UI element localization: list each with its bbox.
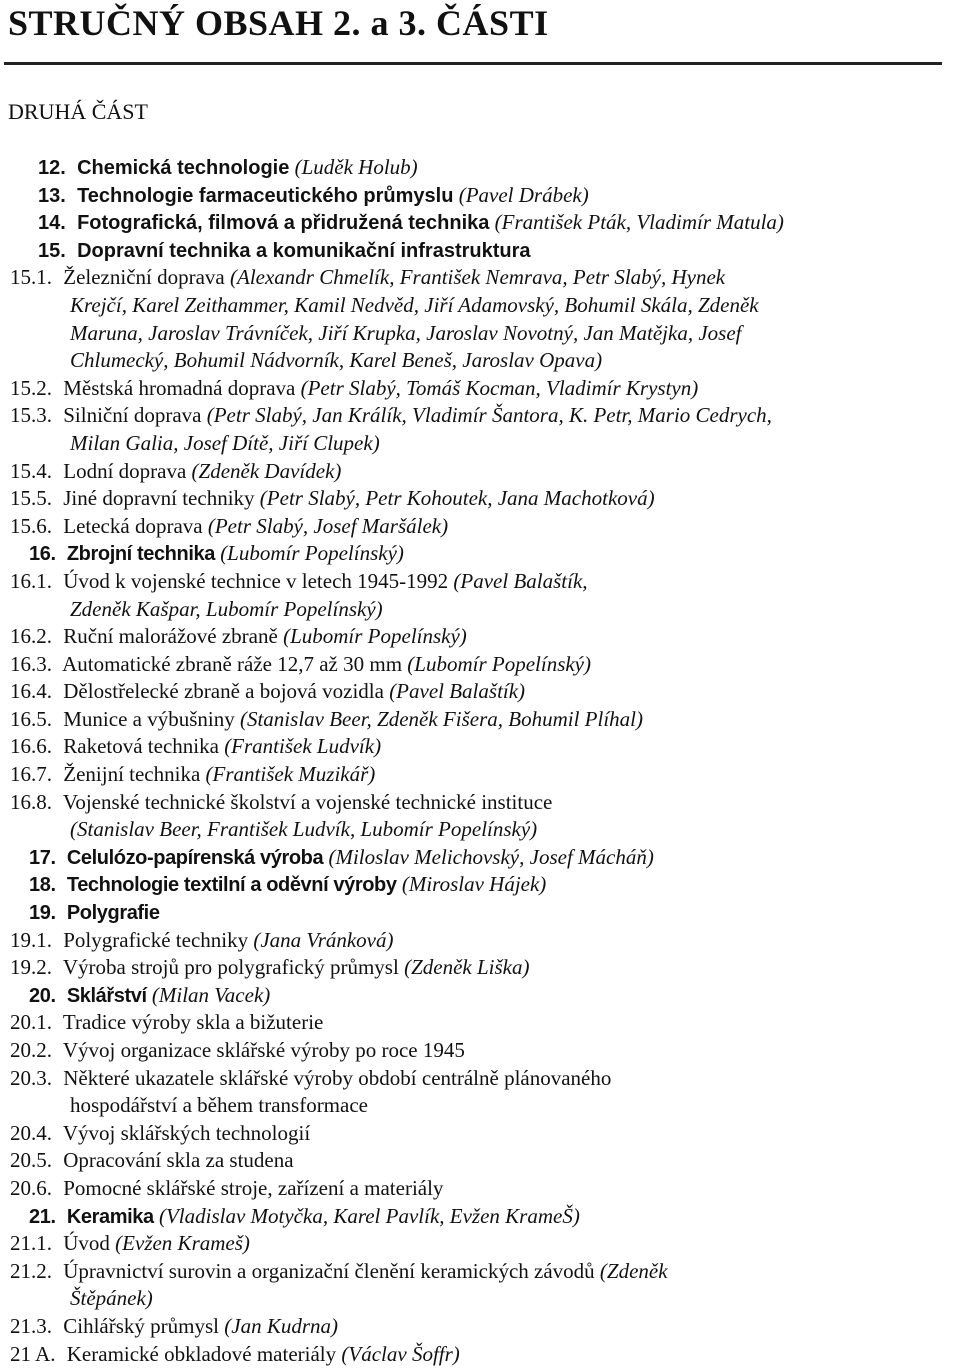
toc-authors: (Milan Vacek) [151,982,271,1007]
toc-number: 21. [29,1205,56,1228]
toc-line [0,154,960,182]
toc-number: 21.1. [10,1231,52,1256]
toc-title: Cihlářský průmysl [63,1313,219,1338]
toc-title: Sklářství [66,984,147,1007]
toc-title: hospodářství a během transformace [70,1093,368,1118]
toc-line [0,1120,960,1148]
toc-authors: (František Pták, Vladimír Matula) [494,210,784,235]
toc-number: 12. [38,157,66,179]
toc-line [0,540,960,568]
toc-line [0,292,960,320]
toc-line [0,402,960,430]
toc-authors: (Evžen Krameš) [115,1231,250,1256]
toc-title: Keramické obkladové materiály [66,1341,337,1366]
toc-title: Železniční doprava [63,265,225,290]
toc-number: 15.1. [10,265,52,290]
toc-title: Dopravní technika a komunikační infrastruktura [77,239,531,262]
toc-number: 21.3. [10,1313,52,1338]
toc-authors: (Lubomír Popelínský) [220,541,404,566]
toc-line [0,375,960,403]
toc-number: 20.2. [10,1038,52,1062]
toc-number: 21 A. [10,1341,56,1366]
toc-line [0,237,960,265]
toc-number: 16.7. [10,762,52,787]
toc-line [0,430,960,458]
toc-number: 20.1. [10,1010,52,1035]
toc-line [0,1313,960,1341]
toc-line [0,320,960,348]
toc-line [0,209,960,237]
toc-title: Ženijní technika [63,762,201,787]
toc-number: 20. [29,984,56,1007]
toc-line [0,458,960,486]
toc-line [0,347,960,375]
toc-line [0,1037,960,1065]
toc-line [0,623,960,651]
page-title: STRUČNÝ OBSAH 2. a 3. ČÁSTI [8,3,549,43]
toc-title: Automatické zbraně ráže 12,7 až 30 mm [62,651,403,676]
toc-number: 19.2. [10,955,52,980]
toc-title: Úpravnictví surovin a organizační členění keramických závodů [63,1258,595,1283]
toc-title: Vývoj sklářských technologií [62,1120,311,1145]
toc-authors: (Lubomír Popelínský) [407,651,592,676]
toc-title: Raketová technika [63,734,219,759]
toc-number: 20.5. [10,1148,52,1173]
toc-line [0,789,960,817]
toc-authors: Krejčí, Karel Zeithammer, Kamil Nedvěd, Jiří Adamovský, Bohumil Skála, Zdeněk [70,292,759,317]
toc-line [0,596,960,624]
toc-authors: (Alexandr Chmelík, František Nemrava, Petr Slabý, Hynek [230,265,726,290]
toc-title: Lodní doprava [63,458,187,483]
toc-title: Úvod k vojenské technice v letech 1945-1992 [63,568,449,593]
toc-number: 15.3. [10,403,52,428]
toc-title: Polygrafie [66,902,160,925]
toc-authors: (Miroslav Hájek) [401,872,547,897]
table-of-contents [0,154,960,1368]
toc-authors: (Václav Šoffr) [341,1341,460,1366]
toc-line [0,1341,960,1369]
toc-authors: (František Ludvík) [224,734,382,759]
toc-line [0,733,960,761]
toc-number: 15.6. [10,513,52,538]
toc-line [0,1258,960,1286]
toc-line [0,871,960,899]
toc-authors: (Pavel Balaštík) [389,679,526,704]
toc-title: Ruční malorážové zbraně [63,624,278,649]
toc-authors: (Pavel Drábek) [458,182,589,207]
toc-number: 16.2. [10,624,52,649]
toc-number: 16.4. [10,679,52,704]
toc-line [0,182,960,210]
toc-number: 20.6. [10,1175,52,1200]
toc-authors: (Zdeněk Liška) [404,955,530,980]
toc-authors: (Stanislav Beer, Zdeněk Fišera, Bohumil Plíhal) [239,706,643,731]
toc-title: Letecká doprava [63,513,203,538]
toc-title: Fotografická, filmová a přidružená technika [77,212,490,235]
toc-authors: Maruna, Jaroslav Trávníček, Jiří Krupka, Jaroslav Novotný, Jan Matějka, Josef [70,320,742,345]
toc-number: 21.2. [10,1258,52,1283]
part-heading: DRUHÁ ČÁST [8,99,148,124]
toc-title: Zbrojní technika [66,543,215,566]
toc-title: Keramika [66,1205,154,1228]
toc-authors: (Jana Vránková) [253,927,394,952]
toc-line [0,568,960,596]
toc-authors: (Miloslav Melichovský, Josef Mácháň) [328,844,654,869]
toc-title: Výroba strojů pro polygrafický průmysl [62,955,399,980]
toc-title: Munice a výbušniny [63,706,235,731]
toc-number: 13. [38,184,66,207]
toc-line [0,706,960,734]
toc-authors: (Luděk Holub) [294,155,418,179]
toc-line [0,982,960,1010]
toc-number: 16.6. [10,734,52,759]
toc-line [0,264,960,292]
toc-title: Technologie textilní a oděvní výroby [66,874,397,897]
toc-title: Městská hromadná doprava [63,375,296,400]
toc-title: Pomocné sklářské stroje, zařízení a materiály [63,1175,444,1200]
toc-number: 15.2. [10,375,52,400]
toc-title: Vojenské technické školství a vojenské technické instituce [62,789,553,814]
toc-title: Některé ukazatele sklářské výroby období centrálně plánovaného [63,1065,612,1090]
toc-title: Technologie farmaceutického průmyslu [77,184,454,207]
toc-authors: (Lubomír Popelínský) [283,624,467,649]
toc-authors: Štěpánek) [70,1286,153,1311]
toc-authors: (Vladislav Motyčka, Karel Pavlík, Evžen KrameŠ) [158,1203,580,1228]
toc-authors: (Petr Slabý, Petr Kohoutek, Jana Machotková) [259,486,655,511]
toc-number: 16.8. [10,789,52,814]
toc-line [0,1009,960,1037]
toc-number: 18. [29,874,56,897]
toc-title: Chemická technologie [77,157,290,179]
toc-number: 19.1. [10,927,52,952]
toc-title: Dělostřelecké zbraně a bojová vozidla [63,679,384,704]
toc-authors: (Petr Slabý, Tomáš Kocman, Vladimír Krystyn) [300,375,699,400]
toc-line [0,1065,960,1093]
toc-line [0,954,960,982]
toc-number: 15. [38,239,66,262]
toc-title: Tradice výroby skla a bižuterie [62,1010,324,1035]
toc-authors: (František Muzikář) [205,762,376,787]
toc-line [0,899,960,927]
toc-authors: Zdeněk Kašpar, Lubomír Popelínský) [70,596,383,621]
toc-title: Vývoj organizace sklářské výroby po roce 1945 [62,1038,465,1062]
toc-number: 16.3. [10,651,52,676]
toc-line [0,1285,960,1313]
toc-line [0,816,960,844]
toc-number: 15.4. [10,458,52,483]
toc-line [0,485,960,513]
toc-authors: (Zdeněk Davídek) [191,458,342,483]
toc-line [0,1147,960,1175]
toc-line [0,761,960,789]
toc-line [0,651,960,679]
toc-line [0,1203,960,1231]
toc-line [0,1230,960,1258]
toc-authors: (Pavel Balaštík, [453,568,588,593]
toc-authors: (Zdeněk [599,1258,668,1283]
toc-number: 16.1. [10,568,52,593]
toc-number: 17. [29,846,56,869]
toc-number: 20.3. [10,1065,52,1090]
toc-number: 15.5. [10,486,52,511]
toc-authors: (Petr Slabý, Jan Králík, Vladimír Šantora, K. Petr, Mario Cedrych, [206,403,772,428]
toc-authors: (Stanislav Beer, František Ludvík, Lubomír Popelínský) [70,817,538,842]
toc-number: 16. [29,543,56,566]
title-rule [4,62,942,65]
toc-title: Polygrafické techniky [63,927,249,952]
toc-title: Silniční doprava [63,403,202,428]
toc-line [0,678,960,706]
toc-number: 19. [29,902,56,925]
toc-authors: Chlumecký, Bohumil Nádvorník, Karel Beneš, Jaroslav Opava) [70,348,603,373]
toc-title: Úvod [63,1231,110,1256]
toc-number: 16.5. [10,706,52,731]
toc-title: Celulózo-papírenská výroba [66,846,324,869]
toc-number: 20.4. [10,1120,52,1145]
toc-line [0,513,960,541]
toc-line [0,1092,960,1120]
toc-line [0,927,960,955]
toc-authors: (Jan Kudrna) [224,1313,338,1338]
toc-title: Opracování skla za studena [63,1148,294,1173]
toc-number: 14. [38,212,66,235]
toc-authors: (Petr Slabý, Josef Maršálek) [207,513,449,538]
toc-line [0,1175,960,1203]
toc-authors: Milan Galia, Josef Dítě, Jiří Clupek) [70,430,380,455]
toc-title: Jiné dopravní techniky [63,486,255,511]
toc-line [0,844,960,872]
